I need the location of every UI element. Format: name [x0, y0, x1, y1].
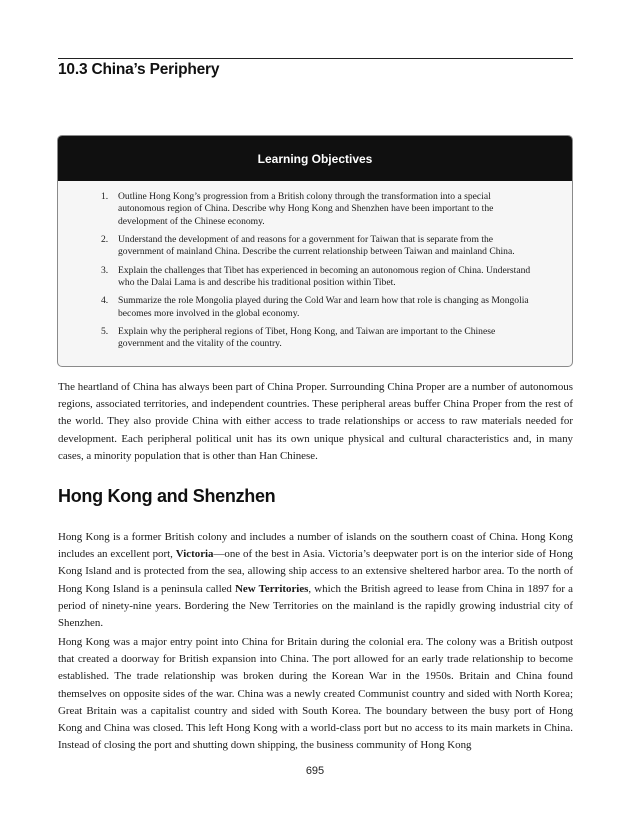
page-number: 695: [305, 765, 325, 777]
learning-objectives-list: [58, 181, 572, 351]
objective-item: [101, 234, 536, 259]
top-rule: [58, 58, 573, 59]
objective-item: [101, 191, 536, 228]
objective-number: 3.: [101, 264, 109, 276]
objective-item: [101, 325, 536, 351]
objective-number: 4.: [101, 295, 109, 307]
objective-item: [101, 264, 536, 290]
paragraph-text: Hong Kong is a former British colony and includes a number of islands on the southern coast of China. Hong Kong includes an excellent port,: [58, 531, 573, 561]
learning-objectives-heading: Learning Objectives: [58, 136, 572, 181]
objective-text: Explain the challenges that Tibet has experienced in becoming an autonomous region of China. Understand who the Dalai Lama is and describe his traditional position within Tibet.: [118, 264, 531, 289]
objective-number: 1.: [101, 191, 109, 202]
objective-number: 5.: [101, 325, 109, 337]
learning-objectives-box: [57, 135, 573, 367]
subsection-heading: Hong Kong and Shenzhen: [58, 486, 276, 506]
section-title: 10.3 China’s Periphery: [58, 61, 220, 78]
objective-text: Understand the development of and reasons for a government for Taiwan that is separate from the government of mainland China. Describe the current relationship between Taiwan and mainland China.: [118, 234, 515, 258]
hong-kong-paragraph-1: [58, 529, 573, 632]
paragraph-text: —one of the best in Asia. Victoria’s deepwater port is on the interior side of Hong Kong Island and is protected from the sea, allowing ship access to an extensive sheltered harbor area. To the north of Hong Kong Island is a peninsula called: [58, 548, 573, 595]
paragraph-text: , which the British agreed to lease from China in 1897 for a period of ninety-nine years. Bordering the New Territories on the mainland is the rapidly growing industrial city of Shenzhen.: [58, 582, 573, 630]
hong-kong-paragraph-2: Hong Kong was a major entry point into China for Britain during the colonial era. The colony was a British outpost that created a doorway for British expansion into China. The port allowed for an early trade relationship to become established. The trade relationship was broken during the Korean War in the 1950s. Britain and China found themselves on opposite sides of the war. China was a newly created Communist country and sided with North Korea; Great Britain was a capitalist country and sided with South Korea. The boundary between the busy port of Hong Kong and China was closed. This left Hong Kong with a world-class port but no access to its main markets in China. Instead of closing the port and shutting down shipping, the business community of Hong Kong: [58, 636, 573, 752]
objective-number: 2.: [101, 234, 109, 246]
key-term-victoria: Victoria: [175, 548, 214, 561]
objective-text: Outline Hong Kong’s progression from a British colony through the transformation into a special autonomous region of China. Describe why Hong Kong and Shenzhen have been important to the development of the Chinese economy.: [118, 191, 494, 227]
intro-paragraph: The heartland of China has always been part of China Proper. Surrounding China Proper are a number of autonomous regions, associated territories, and independent countries. These peripheral areas buffer China Proper from the rest of the world. They also provide China with either access to trade relationships or access to raw materials needed for development. Each peripheral political unit has its own unique physical and cultural characteristics and, in many cases, a minority population that is other than Han Chinese.: [58, 381, 573, 462]
objective-item: [101, 295, 536, 320]
objective-text: Explain why the peripheral regions of Tibet, Hong Kong, and Taiwan are important to the Chinese government and the vitality of the country.: [118, 325, 496, 350]
objective-text: Summarize the role Mongolia played during the Cold War and learn how that role is changing as Mongolia becomes more involved in the global economy.: [118, 295, 529, 319]
key-term-new-territories: New Territories: [235, 582, 309, 595]
